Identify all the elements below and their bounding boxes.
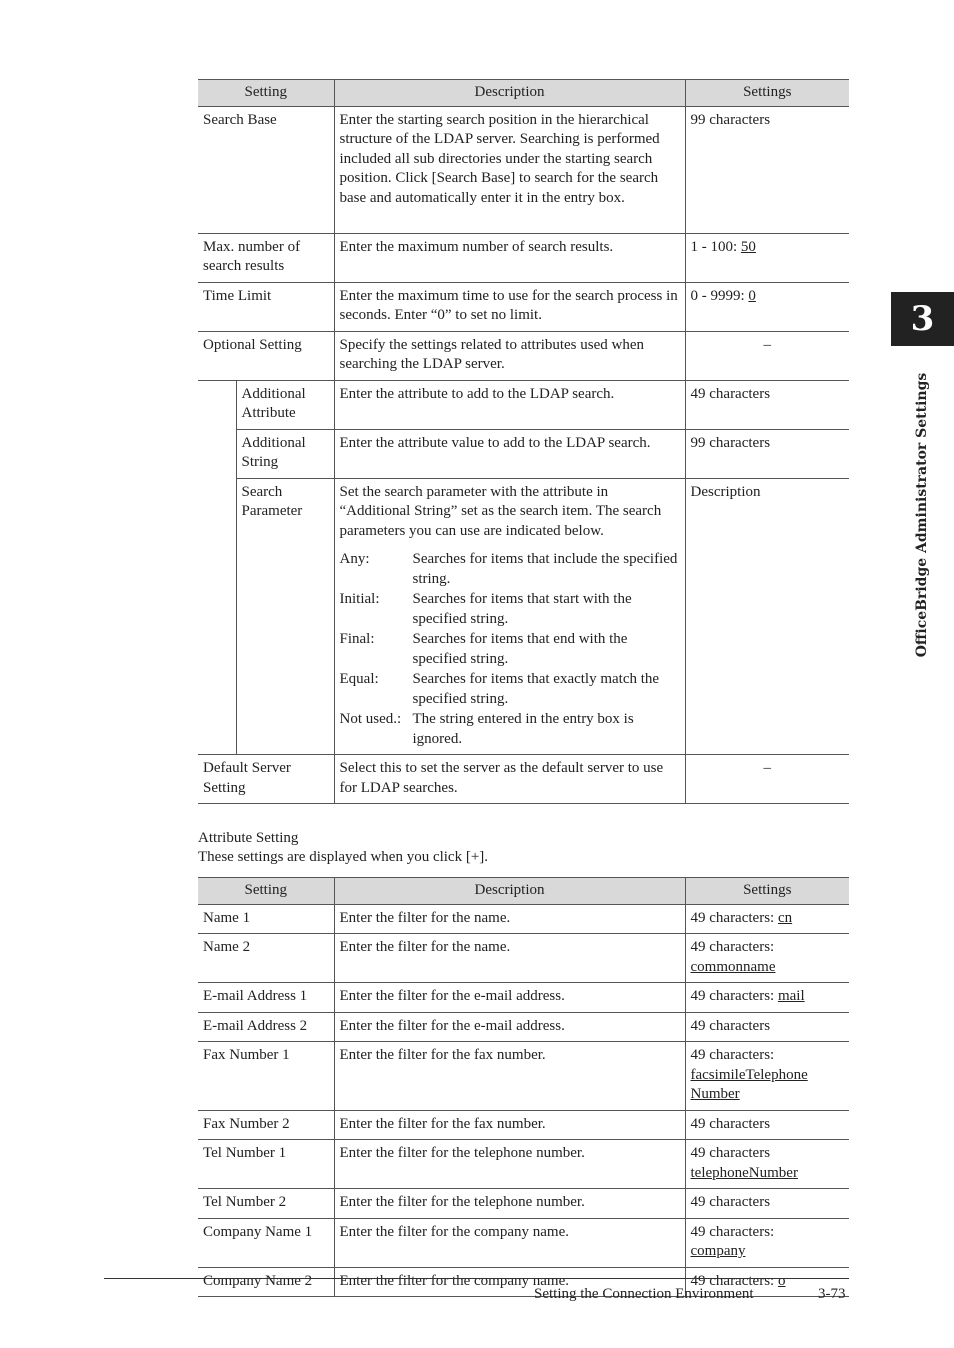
setting-name: Tel Number 2 [198, 1189, 334, 1219]
search-parameter-intro: Set the search parameter with the attribute in “Additional String” set as the search item. The search parameters you can use are indicated below. [339, 483, 662, 539]
table-row [198, 331, 849, 380]
chapter-number-tab: 3 [891, 292, 954, 346]
option-text: Searches for items that start with the specified string. [412, 591, 632, 627]
setting-description: Enter the maximum time to use for the search process in seconds. Enter “0” to set no limit. [334, 282, 685, 331]
setting-value [685, 934, 849, 983]
setting-value: 99 characters [685, 106, 849, 233]
setting-description: Enter the filter for the name. [334, 934, 685, 983]
setting-description: Select this to set the server as the default server to use for LDAP searches. [334, 755, 685, 804]
default-value: commonname [690, 958, 776, 975]
setting-name: Max. number of search results [198, 233, 334, 282]
search-parameter-list [340, 550, 680, 749]
setting-description: Enter the filter for the name. [334, 904, 685, 934]
setting-value: 49 characters [685, 1189, 849, 1219]
setting-name: Tel Number 1 [198, 1140, 334, 1189]
setting-name: Default Server Setting [198, 755, 334, 804]
setting-value [685, 904, 849, 934]
setting-description: Enter the filter for the company name. [334, 1267, 685, 1297]
ldap-settings-table [198, 79, 849, 804]
value-limit: 49 characters: [690, 1272, 778, 1289]
option-text: Searches for items that include the specified string. [412, 551, 678, 587]
setting-description [334, 478, 685, 755]
setting-name: Additional String [236, 429, 334, 478]
setting-description: Enter the filter for the fax number. [334, 1110, 685, 1140]
list-item [340, 710, 680, 749]
option-key: Equal: [339, 671, 379, 687]
header-setting: Setting [198, 80, 334, 107]
option-key: Any: [339, 551, 370, 567]
indent-spacer [198, 380, 236, 755]
header-settings: Settings [685, 80, 849, 107]
setting-name: Name 1 [198, 904, 334, 934]
setting-description: Enter the starting search position in the hierarchical structure of the LDAP server. Searching is performed included all sub directories under the starting search position. Click [Search Base] to search for the search base and automatically enter it in the entry box. [334, 106, 685, 233]
attribute-section-subtitle: These settings are displayed when you click [+]. [198, 849, 489, 865]
setting-value [685, 282, 849, 331]
table-row [198, 1140, 849, 1189]
setting-description: Enter the filter for the telephone number. [334, 1140, 685, 1189]
setting-name: Name 2 [198, 934, 334, 983]
option-key: Not used.: [339, 711, 402, 727]
setting-value [685, 983, 849, 1013]
setting-name: Search Parameter [236, 478, 334, 755]
option-key: Final: [339, 631, 375, 647]
setting-name: Company Name 2 [198, 1267, 334, 1297]
table-row [198, 904, 849, 934]
setting-value: – [685, 331, 849, 380]
list-item [340, 550, 680, 589]
table-row [198, 478, 849, 755]
setting-name: Time Limit [198, 282, 334, 331]
footer-divider [104, 1278, 849, 1279]
footer-section-title: Setting the Connection Environment [534, 1286, 754, 1302]
setting-description: Enter the filter for the company name. [334, 1218, 685, 1267]
attribute-section-title: Attribute Setting [198, 830, 299, 846]
setting-description: Specify the settings related to attributes used when searching the LDAP server. [334, 331, 685, 380]
setting-value: 49 characters [685, 1110, 849, 1140]
default-value: facsimileTelephone Number [690, 1066, 808, 1102]
default-value: telephoneNumber [690, 1164, 798, 1181]
list-item [340, 590, 680, 629]
setting-name: Optional Setting [198, 331, 334, 380]
setting-description: Enter the filter for the e-mail address. [334, 1012, 685, 1042]
table-row [198, 106, 849, 233]
table-row [198, 1012, 849, 1042]
setting-value: 99 characters [685, 429, 849, 478]
header-settings: Settings [685, 878, 849, 905]
value-range: 1 - 100: [690, 238, 741, 255]
setting-value: – [685, 755, 849, 804]
setting-value: 49 characters [685, 1012, 849, 1042]
setting-name: E-mail Address 1 [198, 983, 334, 1013]
table-header-row [198, 80, 849, 107]
setting-name: Additional Attribute [236, 380, 334, 429]
default-value: mail [777, 988, 805, 1004]
list-item [340, 630, 680, 669]
page-number: 3-73 [818, 1286, 846, 1302]
setting-description: Enter the filter for the fax number. [334, 1042, 685, 1111]
table-row [198, 1189, 849, 1219]
default-value: 50 [740, 238, 756, 255]
header-setting: Setting [198, 878, 334, 905]
option-text: Searches for items that end with the specified string. [412, 631, 628, 667]
setting-description: Enter the maximum number of search results. [334, 233, 685, 282]
table-row [198, 233, 849, 282]
table-row [198, 983, 849, 1013]
setting-value [685, 233, 849, 282]
value-limit: 49 characters: [690, 939, 775, 955]
setting-value [685, 1042, 849, 1111]
table-row [198, 1042, 849, 1111]
setting-value [685, 1218, 849, 1267]
value-limit: 49 characters: [690, 909, 778, 926]
setting-value [685, 1140, 849, 1189]
table-row [198, 1110, 849, 1140]
setting-name: E-mail Address 2 [198, 1012, 334, 1042]
value-limit: 49 characters: [690, 1223, 775, 1240]
header-description: Description [334, 80, 685, 107]
value-range: 0 - 9999: [690, 287, 749, 304]
setting-description: Enter the attribute value to add to the LDAP search. [334, 429, 685, 478]
table-header-row [198, 878, 849, 905]
header-description: Description [334, 878, 685, 905]
table-row [198, 755, 849, 804]
table-row [198, 1218, 849, 1267]
default-value: 0 [748, 287, 756, 304]
setting-name: Search Base [198, 106, 334, 233]
list-item [340, 670, 680, 709]
table-row [198, 429, 849, 478]
setting-name: Fax Number 1 [198, 1042, 334, 1111]
setting-value: 49 characters [685, 380, 849, 429]
setting-name: Company Name 1 [198, 1218, 334, 1267]
option-text: Searches for items that exactly match the specified string. [412, 671, 660, 707]
default-value: company [690, 1243, 746, 1259]
default-value: cn [777, 909, 793, 926]
setting-description: Enter the attribute to add to the LDAP search. [334, 380, 685, 429]
setting-description: Enter the filter for the e-mail address. [334, 983, 685, 1013]
setting-value: Description [685, 478, 849, 755]
value-limit: 49 characters: [690, 1047, 775, 1063]
attribute-settings-table [198, 877, 849, 1297]
value-limit: 49 characters [690, 1145, 771, 1161]
chapter-side-title: OfficeBridge Administrator Settings [914, 372, 930, 658]
table-row [198, 380, 849, 429]
value-limit: 49 characters: [690, 988, 778, 1004]
table-row [198, 282, 849, 331]
option-text: The string entered in the entry box is ignored. [412, 711, 634, 747]
default-value: o [777, 1272, 786, 1289]
option-key: Initial: [339, 591, 380, 607]
table-row [198, 934, 849, 983]
setting-name: Fax Number 2 [198, 1110, 334, 1140]
setting-description: Enter the filter for the telephone number. [334, 1189, 685, 1219]
